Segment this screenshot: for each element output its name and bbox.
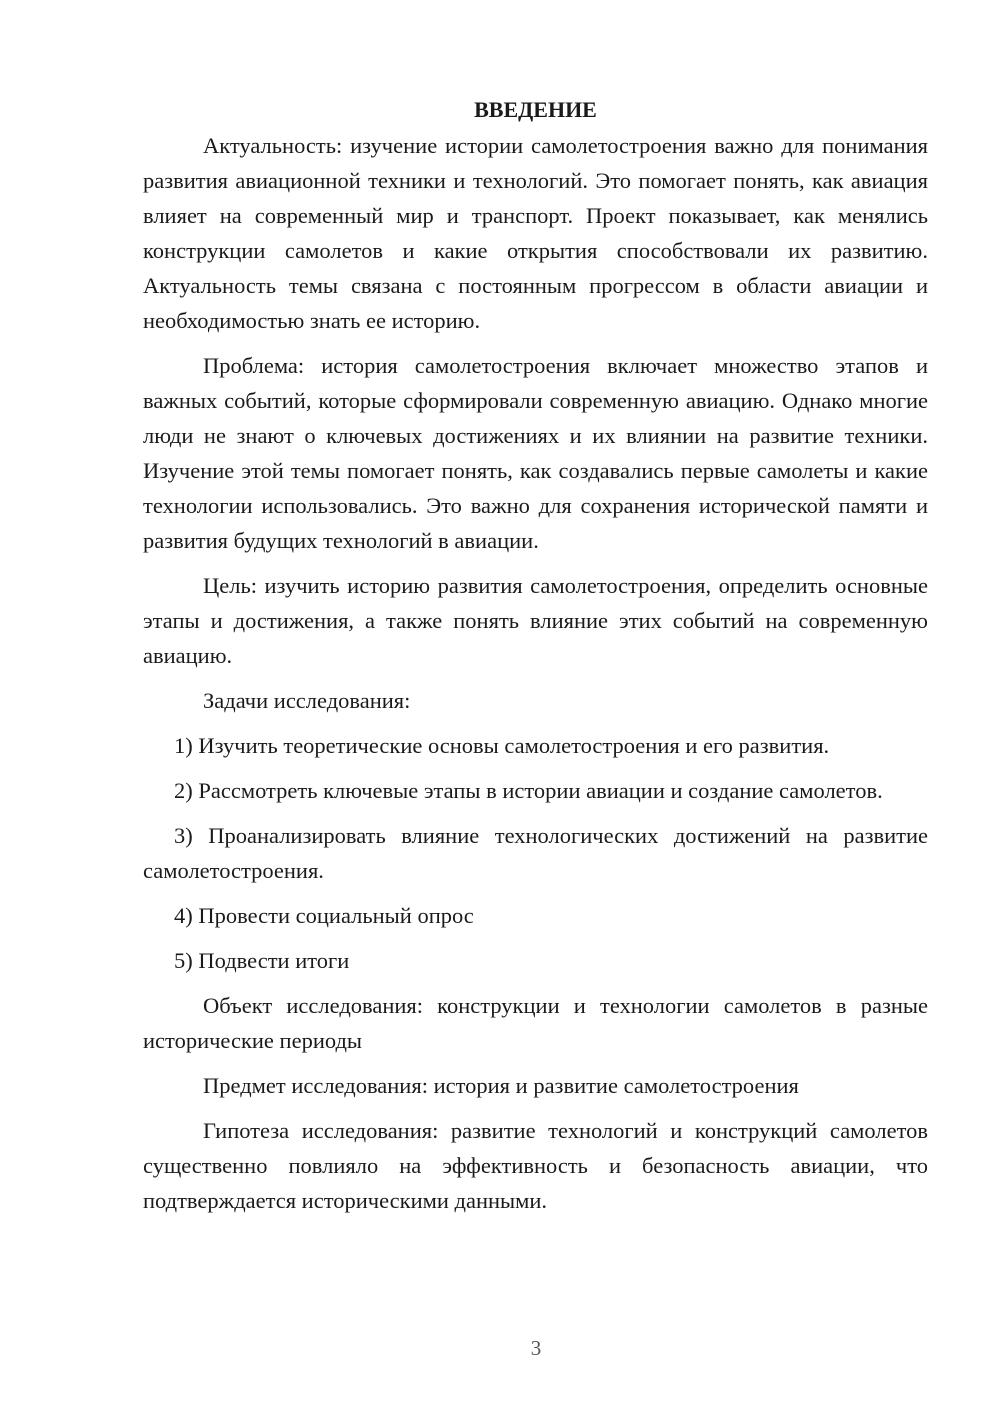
page-content	[143, 92, 928, 1228]
hypothesis-paragraph: Гипотеза исследования: развитие технологий и конструкций самолетов существенно повлияло на эффективность и безопасность авиации, что подтверждается историческими данными.	[143, 1118, 928, 1213]
task-item: 1) Изучить теоретические основы самолетостроения и его развития.	[174, 733, 830, 758]
page-title: ВВЕДЕНИЕ	[474, 97, 597, 122]
task-item: 2) Рассмотреть ключевые этапы в истории авиации и создание самолетов.	[174, 778, 883, 803]
task-item: 3) Проанализировать влияние технологических достижений на развитие самолетостроения.	[143, 823, 928, 883]
problem-paragraph: Проблема: история самолетостроения включает множество этапов и важных событий, которые сформировали современную авиацию. Однако многие люди не знают о ключевых достижениях и их влиянии на развитие техники. Изучение этой темы помогает понять, как создавались первые самолеты и какие технологии использовались. Это важно для сохранения исторической памяти и развития будущих технологий в авиации.	[143, 353, 928, 553]
subject-paragraph: Предмет исследования: история и развитие самолетостроения	[203, 1073, 799, 1098]
relevance-paragraph: Актуальность: изучение истории самолетостроения важно для понимания развития авиационной техники и технологий. Это помогает понять, как авиация влияет на современный мир и транспорт. Проект показывает, как менялись конструкции самолетов и какие открытия способствовали их развитию. Актуальность темы связана с постоянным прогрессом в области авиации и необходимостью знать ее историю.	[143, 133, 928, 333]
object-paragraph: Объект исследования: конструкции и технологии самолетов в разные исторические периоды	[143, 993, 928, 1053]
task-item: 5) Подвести итоги	[174, 948, 350, 973]
task-item: 4) Провести социальный опрос	[174, 903, 474, 928]
goal-paragraph: Цель: изучить историю развития самолетостроения, определить основные этапы и достижения, а также понять влияние этих событий на современную авиацию.	[143, 573, 928, 668]
page-number: 3	[530, 1336, 542, 1360]
tasks-heading: Задачи исследования:	[203, 688, 411, 713]
